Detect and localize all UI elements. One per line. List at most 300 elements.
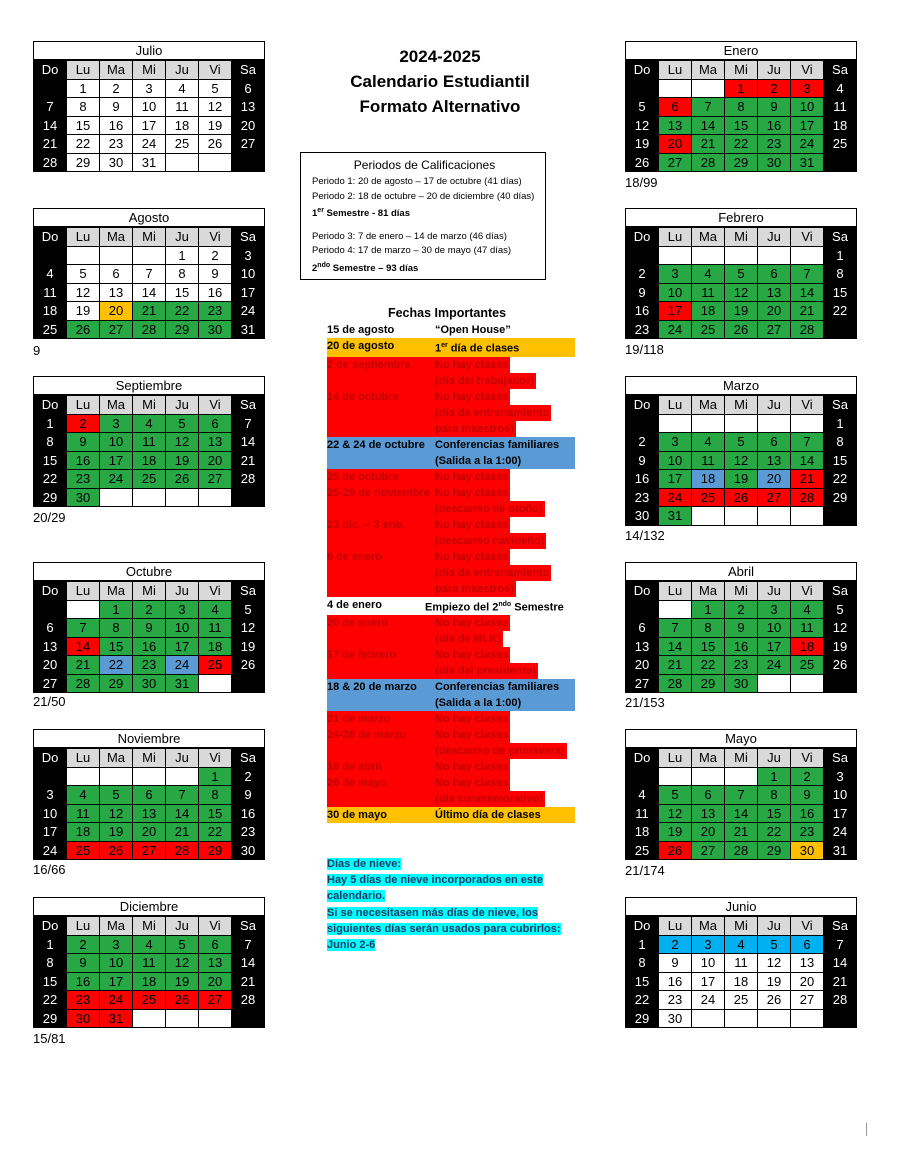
day-header: Mi	[133, 228, 166, 247]
day-cell: 16	[659, 972, 692, 991]
event-training-jan: 6 de enero No hay clases	[327, 550, 509, 563]
day-cell	[692, 246, 725, 265]
day-cell: 26	[232, 656, 265, 675]
day-cell: 29	[166, 320, 199, 339]
event-memorial-day: 26 de mayo No hay clases	[327, 777, 509, 790]
day-cell: 30	[626, 507, 659, 526]
day-cell: 1	[67, 79, 100, 98]
day-count-septiembre: 20/29	[33, 510, 66, 525]
day-cell: 9	[758, 98, 791, 117]
day-cell	[199, 488, 232, 507]
day-cell	[133, 246, 166, 265]
day-cell: 6	[100, 265, 133, 284]
day-cell: 27	[133, 841, 166, 860]
day-cell: 16	[199, 283, 232, 302]
day-cell: 17	[659, 470, 692, 489]
event-open-house: 15 de agosto “Open House”	[327, 324, 511, 336]
day-cell: 30	[133, 674, 166, 693]
day-cell: 3	[659, 265, 692, 284]
day-header: Do	[626, 396, 659, 415]
day-header: Do	[626, 917, 659, 936]
period-1: Periodo 1: 20 de agosto – 17 de octubre (41 días)	[312, 176, 522, 187]
day-cell: 14	[692, 116, 725, 135]
day-cell: 28	[67, 674, 100, 693]
day-cell: 23	[725, 656, 758, 675]
day-cell: 14	[133, 283, 166, 302]
day-header: Mi	[725, 917, 758, 936]
calendar-title	[300, 44, 580, 119]
day-cell: 28	[166, 841, 199, 860]
day-cell: 12	[758, 954, 791, 973]
day-cell: 10	[692, 954, 725, 973]
day-cell: 26	[824, 656, 857, 675]
day-cell: 29	[67, 153, 100, 172]
period-4: Periodo 4: 17 de marzo – 30 de mayo (47 días)	[312, 245, 512, 257]
event-fall-break: 25-29 de noviembre No hay clases	[327, 486, 509, 499]
day-cell	[659, 246, 692, 265]
day-cell: 28	[725, 841, 758, 860]
day-header: Ma	[100, 749, 133, 768]
day-cell: 22	[100, 656, 133, 675]
day-cell: 23	[100, 135, 133, 154]
day-cell: 9	[199, 265, 232, 284]
day-cell: 11	[34, 283, 67, 302]
day-cell: 6	[199, 935, 232, 954]
day-cell: 31	[100, 1009, 133, 1028]
snow-days-note	[327, 856, 561, 953]
day-cell: 2	[67, 935, 100, 954]
event-semester-2-start: 4 de enero Empiezo del $2^{ndo}$ Semestre	[327, 598, 564, 614]
month-title: Septiembre	[33, 376, 265, 395]
day-header: Sa	[824, 228, 857, 247]
event-conferences-mar: 18 & 20 de marzo Conferencias familiares	[327, 679, 575, 695]
day-cell: 15	[824, 283, 857, 302]
day-cell: 19	[100, 823, 133, 842]
day-cell: 19	[232, 637, 265, 656]
day-cell: 17	[692, 972, 725, 991]
day-header: Lu	[659, 917, 692, 936]
day-header: Ma	[100, 582, 133, 601]
day-count-abril: 21/153	[625, 695, 665, 710]
month-calendar-mayo	[625, 729, 857, 860]
event-training-jan-note: (día de entrenamiento	[435, 566, 550, 579]
day-cell: 4	[626, 786, 659, 805]
day-cell: 12	[626, 116, 659, 135]
day-cell: 11	[692, 283, 725, 302]
day-cell: 3	[791, 79, 824, 98]
day-cell: 8	[725, 98, 758, 117]
day-cell: 12	[100, 804, 133, 823]
day-cell: 22	[824, 470, 857, 489]
day-cell: 26	[67, 320, 100, 339]
month-title: Mayo	[625, 729, 857, 748]
day-header: Sa	[232, 582, 265, 601]
day-cell	[34, 246, 67, 265]
day-cell: 1	[34, 414, 67, 433]
day-cell: 13	[133, 804, 166, 823]
day-cell: 29	[758, 841, 791, 860]
day-cell: 21	[166, 823, 199, 842]
month-title: Noviembre	[33, 729, 265, 748]
day-cell: 14	[34, 116, 67, 135]
day-cell: 18	[34, 302, 67, 321]
day-cell: 3	[133, 79, 166, 98]
day-cell: 8	[692, 619, 725, 638]
day-header: Do	[626, 582, 659, 601]
day-cell	[34, 79, 67, 98]
day-cell: 26	[725, 320, 758, 339]
day-cell: 13	[758, 283, 791, 302]
day-cell: 19	[166, 972, 199, 991]
month-calendar-septiembre	[33, 376, 265, 507]
semester-2-total: $2^{ndo}$ Semestre – 93 días	[312, 261, 419, 274]
day-cell	[232, 1009, 265, 1028]
day-cell: 12	[824, 619, 857, 638]
day-cell: 20	[758, 470, 791, 489]
day-cell: 3	[824, 767, 857, 786]
day-header: Ju	[166, 61, 199, 80]
day-cell: 12	[659, 804, 692, 823]
day-cell: 11	[725, 954, 758, 973]
important-dates-header: Fechas Importantes	[387, 306, 507, 320]
day-cell: 3	[166, 600, 199, 619]
day-header: Lu	[67, 61, 100, 80]
month-calendar-abril	[625, 562, 857, 693]
day-cell: 31	[791, 153, 824, 172]
day-cell: 12	[166, 954, 199, 973]
day-cell	[692, 507, 725, 526]
day-cell: 2	[791, 767, 824, 786]
day-cell: 6	[34, 619, 67, 638]
day-cell: 19	[166, 451, 199, 470]
snow-line-1: Días de nieve:	[327, 858, 401, 870]
day-cell: 12	[166, 433, 199, 452]
day-cell: 13	[758, 451, 791, 470]
day-cell: 2	[725, 600, 758, 619]
day-cell: 3	[692, 935, 725, 954]
day-cell: 27	[659, 153, 692, 172]
day-cell: 30	[659, 1009, 692, 1028]
day-count-marzo: 14/132	[625, 528, 665, 543]
day-header: Do	[626, 61, 659, 80]
month-title: Enero	[625, 41, 857, 60]
event-training-oct-note2: para maestros)	[435, 422, 514, 435]
day-header: Ma	[100, 396, 133, 415]
event-mlk: 20 de enero No hay clases	[327, 617, 509, 630]
day-cell	[232, 153, 265, 172]
day-cell: 22	[824, 302, 857, 321]
event-winter-break-note: (descanso navideño)	[435, 534, 545, 547]
day-header: Vi	[199, 228, 232, 247]
day-cell: 25	[199, 656, 232, 675]
day-cell: 13	[232, 98, 265, 117]
day-cell: 30	[67, 1009, 100, 1028]
day-cell: 30	[100, 153, 133, 172]
day-header: Vi	[791, 917, 824, 936]
day-cell	[791, 507, 824, 526]
day-cell: 1	[824, 414, 857, 433]
day-header: Ju	[166, 749, 199, 768]
page-edge-mark	[866, 1123, 867, 1136]
day-cell	[626, 414, 659, 433]
day-cell: 14	[67, 637, 100, 656]
day-count-octubre: 21/50	[33, 694, 66, 709]
event-conferences-oct-note: (Salida a la 1:00)	[435, 454, 522, 467]
day-cell: 16	[626, 470, 659, 489]
snow-line-2: Hay 5 días de nieve incorporados en este	[327, 874, 543, 887]
day-cell: 27	[34, 674, 67, 693]
day-cell: 11	[791, 619, 824, 638]
day-cell: 8	[34, 433, 67, 452]
day-header: Ju	[166, 582, 199, 601]
day-cell: 18	[791, 637, 824, 656]
day-count-febrero: 19/118	[625, 342, 664, 357]
day-header: Vi	[199, 582, 232, 601]
day-cell: 4	[67, 786, 100, 805]
day-header: Lu	[659, 582, 692, 601]
day-cell: 11	[67, 804, 100, 823]
day-cell: 20	[659, 135, 692, 154]
day-cell: 24	[659, 488, 692, 507]
day-cell: 26	[659, 841, 692, 860]
day-header: Ju	[166, 396, 199, 415]
day-header: Do	[626, 749, 659, 768]
event-last-day: 30 de mayo Último día de clases	[327, 807, 575, 823]
day-cell: 23	[758, 135, 791, 154]
day-header: Mi	[725, 396, 758, 415]
day-cell	[824, 507, 857, 526]
day-cell: 19	[758, 972, 791, 991]
day-cell: 6	[791, 935, 824, 954]
day-cell: 5	[199, 79, 232, 98]
month-grid	[625, 60, 857, 172]
day-header: Sa	[824, 396, 857, 415]
day-cell: 5	[758, 935, 791, 954]
day-cell	[791, 246, 824, 265]
day-cell: 16	[725, 637, 758, 656]
day-cell: 12	[199, 98, 232, 117]
day-cell: 16	[758, 116, 791, 135]
day-cell: 4	[133, 935, 166, 954]
day-cell: 7	[692, 98, 725, 117]
day-cell: 19	[626, 135, 659, 154]
day-cell	[824, 1009, 857, 1028]
day-cell	[824, 320, 857, 339]
day-cell: 3	[232, 246, 265, 265]
day-cell: 8	[34, 954, 67, 973]
day-cell: 30	[232, 841, 265, 860]
day-cell: 10	[791, 98, 824, 117]
day-cell: 24	[232, 302, 265, 321]
day-header: Do	[626, 228, 659, 247]
day-cell: 16	[791, 804, 824, 823]
day-cell: 4	[824, 79, 857, 98]
day-cell: 19	[659, 823, 692, 842]
day-cell: 8	[67, 98, 100, 117]
day-cell	[758, 674, 791, 693]
day-cell: 10	[34, 804, 67, 823]
day-cell	[232, 674, 265, 693]
day-cell: 8	[199, 786, 232, 805]
day-cell: 26	[100, 841, 133, 860]
day-cell: 7	[791, 265, 824, 284]
day-count-mayo: 21/174	[625, 863, 665, 878]
day-cell: 17	[232, 283, 265, 302]
day-cell: 22	[199, 823, 232, 842]
day-cell	[824, 674, 857, 693]
day-cell: 25	[133, 991, 166, 1010]
grading-periods-header: Periodos de Calificaciones	[353, 158, 496, 172]
day-cell	[133, 767, 166, 786]
day-cell: 28	[824, 991, 857, 1010]
day-cell: 2	[100, 79, 133, 98]
day-header: Ju	[166, 228, 199, 247]
day-cell: 24	[659, 320, 692, 339]
day-cell: 6	[758, 433, 791, 452]
day-cell: 27	[692, 841, 725, 860]
month-calendar-enero	[625, 41, 857, 172]
day-cell: 8	[100, 619, 133, 638]
event-training-oct: 14 de octubre No hay clases	[327, 390, 509, 403]
day-cell: 23	[133, 656, 166, 675]
day-cell: 28	[232, 991, 265, 1010]
day-cell: 2	[626, 265, 659, 284]
day-cell: 18	[824, 116, 857, 135]
month-grid	[33, 916, 265, 1028]
day-cell: 28	[34, 153, 67, 172]
day-cell: 17	[659, 302, 692, 321]
day-cell	[199, 1009, 232, 1028]
event-presidents: 17 de febrero No hay clases	[327, 649, 509, 662]
month-grid	[625, 916, 857, 1028]
day-cell: 28	[133, 320, 166, 339]
month-calendar-noviembre	[33, 729, 265, 860]
day-cell	[67, 246, 100, 265]
day-cell: 17	[758, 637, 791, 656]
day-cell: 2	[133, 600, 166, 619]
day-cell: 4	[692, 265, 725, 284]
day-cell: 6	[692, 786, 725, 805]
day-cell: 10	[133, 98, 166, 117]
day-cell	[626, 246, 659, 265]
day-cell: 21	[824, 972, 857, 991]
day-cell: 7	[232, 414, 265, 433]
day-cell: 15	[725, 116, 758, 135]
day-cell: 10	[166, 619, 199, 638]
day-cell: 19	[725, 302, 758, 321]
day-cell: 17	[133, 116, 166, 135]
day-cell: 1	[692, 600, 725, 619]
day-cell: 9	[67, 954, 100, 973]
day-cell: 18	[692, 302, 725, 321]
semester-1-total: 1er Semestre - 81 días	[312, 207, 410, 220]
day-cell	[100, 488, 133, 507]
day-cell	[166, 767, 199, 786]
day-header: Sa	[232, 228, 265, 247]
day-cell: 13	[692, 804, 725, 823]
day-cell: 10	[758, 619, 791, 638]
day-cell: 2	[758, 79, 791, 98]
day-cell: 25	[791, 656, 824, 675]
day-cell: 17	[166, 637, 199, 656]
day-header: Lu	[659, 228, 692, 247]
day-cell: 23	[626, 320, 659, 339]
day-cell: 22	[692, 656, 725, 675]
day-cell: 4	[166, 79, 199, 98]
day-header: Ju	[758, 61, 791, 80]
event-spring-break: 24-28 de marzo No hay clases	[327, 729, 509, 742]
day-cell	[692, 767, 725, 786]
day-cell: 25	[725, 991, 758, 1010]
day-header: Vi	[199, 61, 232, 80]
day-cell: 25	[626, 841, 659, 860]
day-header: Ma	[692, 61, 725, 80]
day-cell: 10	[232, 265, 265, 284]
day-cell: 5	[100, 786, 133, 805]
day-header: Ma	[692, 396, 725, 415]
day-header: Do	[34, 749, 67, 768]
day-header: Lu	[67, 582, 100, 601]
day-cell	[34, 600, 67, 619]
day-cell: 26	[166, 991, 199, 1010]
day-header: Mi	[133, 917, 166, 936]
day-cell: 28	[232, 470, 265, 489]
day-header: Mi	[133, 396, 166, 415]
day-cell: 14	[791, 451, 824, 470]
day-cell: 15	[34, 451, 67, 470]
snow-line-6: Junio 2-6	[327, 939, 376, 952]
day-cell: 8	[626, 954, 659, 973]
day-header: Do	[34, 228, 67, 247]
month-grid	[33, 60, 265, 172]
day-cell: 11	[692, 451, 725, 470]
month-title: Agosto	[33, 208, 265, 227]
day-cell: 27	[232, 135, 265, 154]
day-cell: 2	[232, 767, 265, 786]
day-cell	[791, 414, 824, 433]
day-header: Mi	[725, 749, 758, 768]
day-header: Ju	[758, 749, 791, 768]
day-cell	[791, 674, 824, 693]
day-cell: 13	[791, 954, 824, 973]
day-cell: 24	[692, 991, 725, 1010]
day-cell: 12	[67, 283, 100, 302]
day-cell: 18	[692, 470, 725, 489]
day-cell: 20	[133, 823, 166, 842]
day-cell	[824, 153, 857, 172]
day-cell: 7	[659, 619, 692, 638]
day-cell: 31	[166, 674, 199, 693]
day-cell: 14	[659, 637, 692, 656]
day-cell: 20	[199, 972, 232, 991]
day-cell: 9	[626, 451, 659, 470]
day-cell: 12	[725, 451, 758, 470]
snow-line-3: calendario.	[327, 890, 386, 903]
day-cell: 29	[34, 1009, 67, 1028]
day-header: Sa	[232, 396, 265, 415]
day-cell: 11	[626, 804, 659, 823]
day-cell: 1	[725, 79, 758, 98]
day-cell	[232, 488, 265, 507]
day-header: Sa	[232, 61, 265, 80]
day-cell	[626, 79, 659, 98]
event-fall-break-note: (descanso de otoño)	[435, 502, 543, 515]
day-count-diciembre: 15/81	[33, 1031, 66, 1046]
day-cell: 11	[133, 433, 166, 452]
month-title: Julio	[33, 41, 265, 60]
day-cell: 14	[725, 804, 758, 823]
day-cell	[725, 246, 758, 265]
